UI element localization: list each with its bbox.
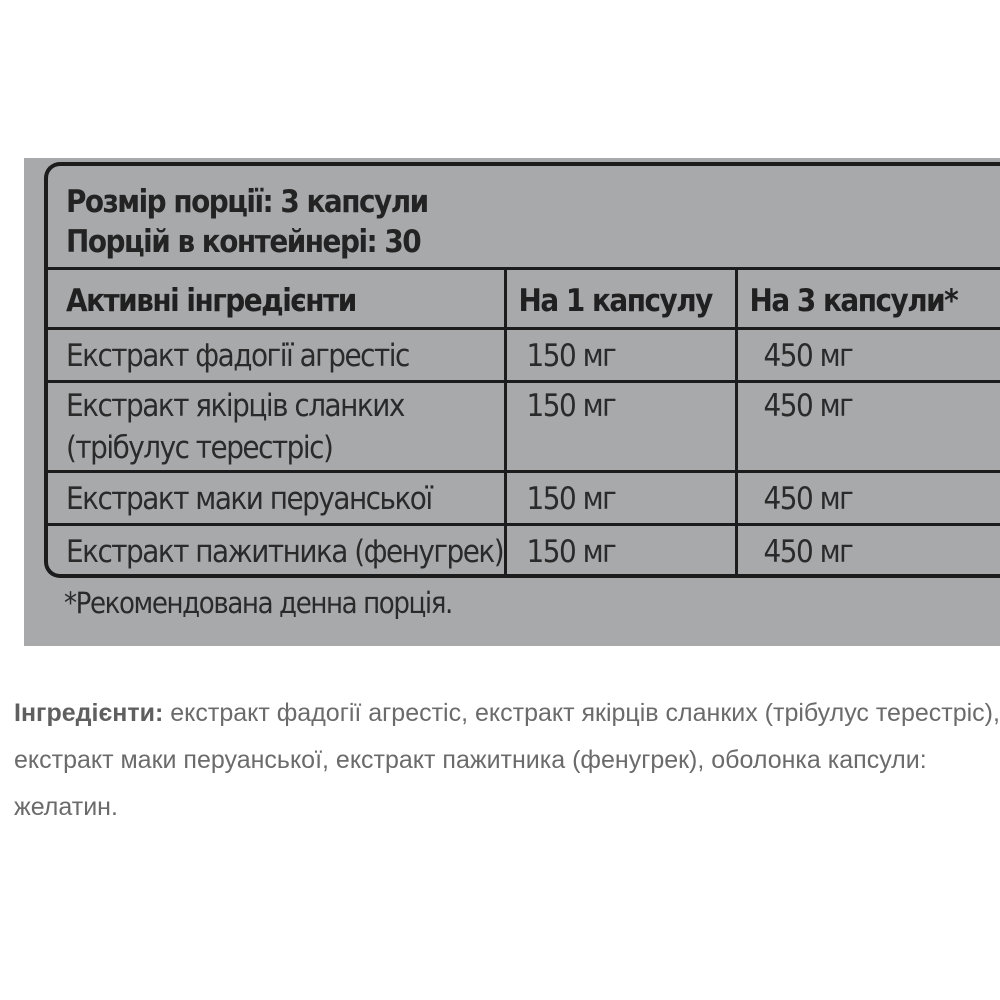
header-per-3-capsules: На 3 капсули*	[736, 270, 1000, 328]
table-row	[48, 524, 1000, 576]
ingredient-name: Екстракт якірців сланких (трібулус терестріс)	[48, 381, 505, 471]
ingredients-table	[48, 270, 1000, 576]
table-row	[48, 328, 1000, 381]
amount-per-1: 150 мг	[505, 524, 736, 576]
serving-info	[48, 166, 1000, 270]
ingredients-paragraph	[14, 690, 1000, 831]
amount-per-1: 150 мг	[505, 471, 736, 524]
amount-per-3: 450 мг	[736, 381, 1000, 471]
amount-per-1: 150 мг	[505, 328, 736, 381]
supplement-facts-box	[44, 162, 1000, 578]
amount-per-3: 450 мг	[736, 471, 1000, 524]
header-per-1-capsule: На 1 капсулу	[505, 270, 736, 328]
ingredient-name: Екстракт пажитника (фенугрек)	[48, 524, 505, 576]
serving-size: Розмір порції: 3 капсули	[66, 184, 428, 220]
table-row	[48, 471, 1000, 524]
ingredient-name: Екстракт маки перуанської	[48, 471, 505, 524]
servings-per-container: Порцій в контейнері: 30	[66, 224, 421, 260]
amount-per-3: 450 мг	[736, 328, 1000, 381]
table-header-row	[48, 270, 1000, 328]
amount-per-3: 450 мг	[763, 533, 853, 570]
amount-per-1: 150 мг	[505, 381, 736, 471]
ingredients-label: Інгредієнти:	[14, 699, 164, 727]
table-row	[48, 381, 1000, 471]
daily-serving-footnote: *Рекомендована денна порція.	[64, 586, 452, 620]
supplement-facts-panel	[24, 158, 1000, 646]
ingredients-text: екстракт фадогії агрестіс, екстракт якірців сланких (трібулус терестріс), екстракт маки перуанської, екстракт пажитника (фенугрек), оболонка капсули: желатин.	[14, 699, 1000, 821]
ingredient-name: Екстракт фадогії агрестіс	[48, 328, 505, 381]
header-ingredient: Активні інгредієнти	[48, 270, 505, 328]
